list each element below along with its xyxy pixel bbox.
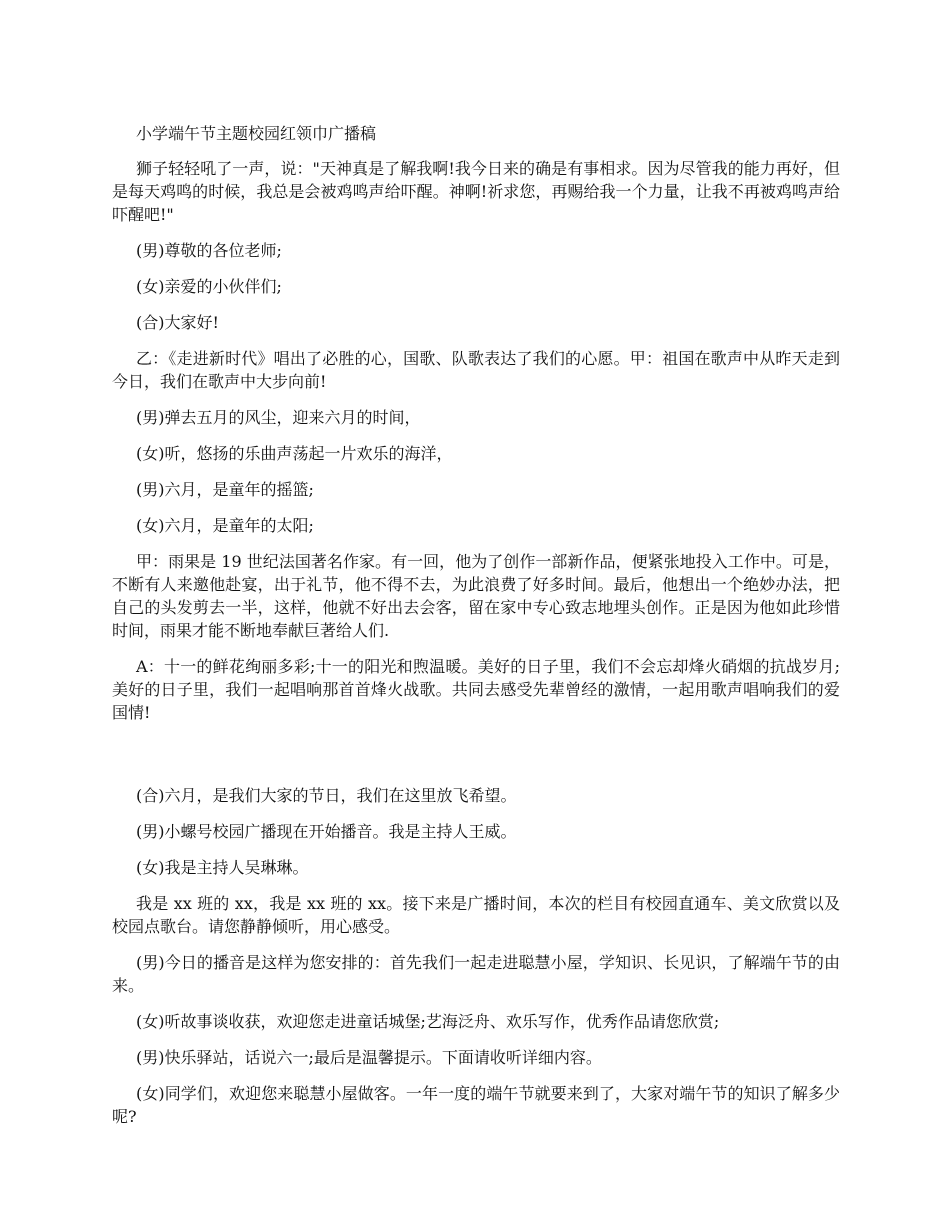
paragraph-national-day: A：十一的鲜花绚丽多彩;十一的阳光和煦温暖。美好的日子里，我们不会忘却烽火硝烟的抗战岁月;美好的日子里，我们一起唱响那首首烽火战歌。共同去感受先辈曾经的激情，一起用歌声唱响我们的爱国情! xyxy=(112,657,840,722)
document-page xyxy=(112,122,840,1141)
paragraph-hugo-story: 甲：雨果是 19 世纪法国著名作家。有一回，他为了创作一部新作品，便紧张地投入工作中。可是，不断有人来邀他赴宴，出于礼节，他不得不去，为此浪费了好多时间。最后，他想出一个绝妙办法，把自己的头发剪去一半，这样，他就不好出去会客，留在家中专心致志地埋头创作。正是因为他如此珍惜时间，雨果才能不断地奉献巨著给人们. xyxy=(112,552,840,640)
paragraph-greeting-together: (合)大家好! xyxy=(136,313,219,332)
paragraph-june-male-2: (男)六月，是童年的摇篮; xyxy=(136,480,314,499)
document-title: 小学端午节主题校园红领巾广播稿 xyxy=(136,124,377,143)
paragraph-program-intro: 我是 xx 班的 xx，我是 xx 班的 xx。接下来是广播时间，本次的栏目有校园直通车、美文欣赏以及校园点歌台。请您静静倾听，用心感受。 xyxy=(112,894,840,936)
paragraph-june-together: (合)六月，是我们大家的节日，我们在这里放飞希望。 xyxy=(136,786,517,805)
paragraph-schedule-end: (男)快乐驿站，话说六一;最后是温馨提示。下面请收听详细内容。 xyxy=(136,1048,602,1067)
paragraph-greeting-female: (女)亲爱的小伙伴们; xyxy=(136,277,282,296)
paragraph-greeting-male: (男)尊敬的各位老师; xyxy=(136,241,282,260)
paragraph-new-era-song: 乙：《走进新时代》唱出了必胜的心，国歌、队歌表达了我们的心愿。甲：祖国在歌声中从昨天走到今日，我们在歌声中大步向前! xyxy=(112,349,840,391)
paragraph-schedule-female: (女)听故事谈收获，欢迎您走进童话城堡;艺海泛舟、欢乐写作，优秀作品请您欣赏; xyxy=(136,1012,720,1031)
paragraph-june-female-2: (女)六月，是童年的太阳; xyxy=(136,516,314,535)
paragraph-broadcast-start: (男)小螺号校园广播现在开始播音。我是主持人王威。 xyxy=(136,822,517,841)
paragraph-schedule-male: (男)今日的播音是这样为您安排的：首先我们一起走进聪慧小屋，学知识、长见识，了解端午节的由来。 xyxy=(112,953,840,995)
paragraph-june-female-1: (女)听，悠扬的乐曲声荡起一片欢乐的海洋， xyxy=(136,444,453,463)
paragraph-host-female: (女)我是主持人吴琳琳。 xyxy=(136,858,309,877)
paragraph-june-male-1: (男)弹去五月的风尘，迎来六月的时间， xyxy=(136,408,421,427)
paragraph-lion-story: 狮子轻轻吼了一声，说："天神真是了解我啊!我今日来的确是有事相求。因为尽管我的能力再好，但是每天鸡鸣的时候，我总是会被鸡鸣声给吓醒。神啊!祈求您，再赐给我一个力量，让我不再被鸡鸣声给吓醒吧!" xyxy=(112,159,840,224)
paragraph-wisdom-house: (女)同学们，欢迎您来聪慧小屋做客。一年一度的端午节就要来到了，大家对端午节的知识了解多少呢? xyxy=(112,1084,840,1126)
